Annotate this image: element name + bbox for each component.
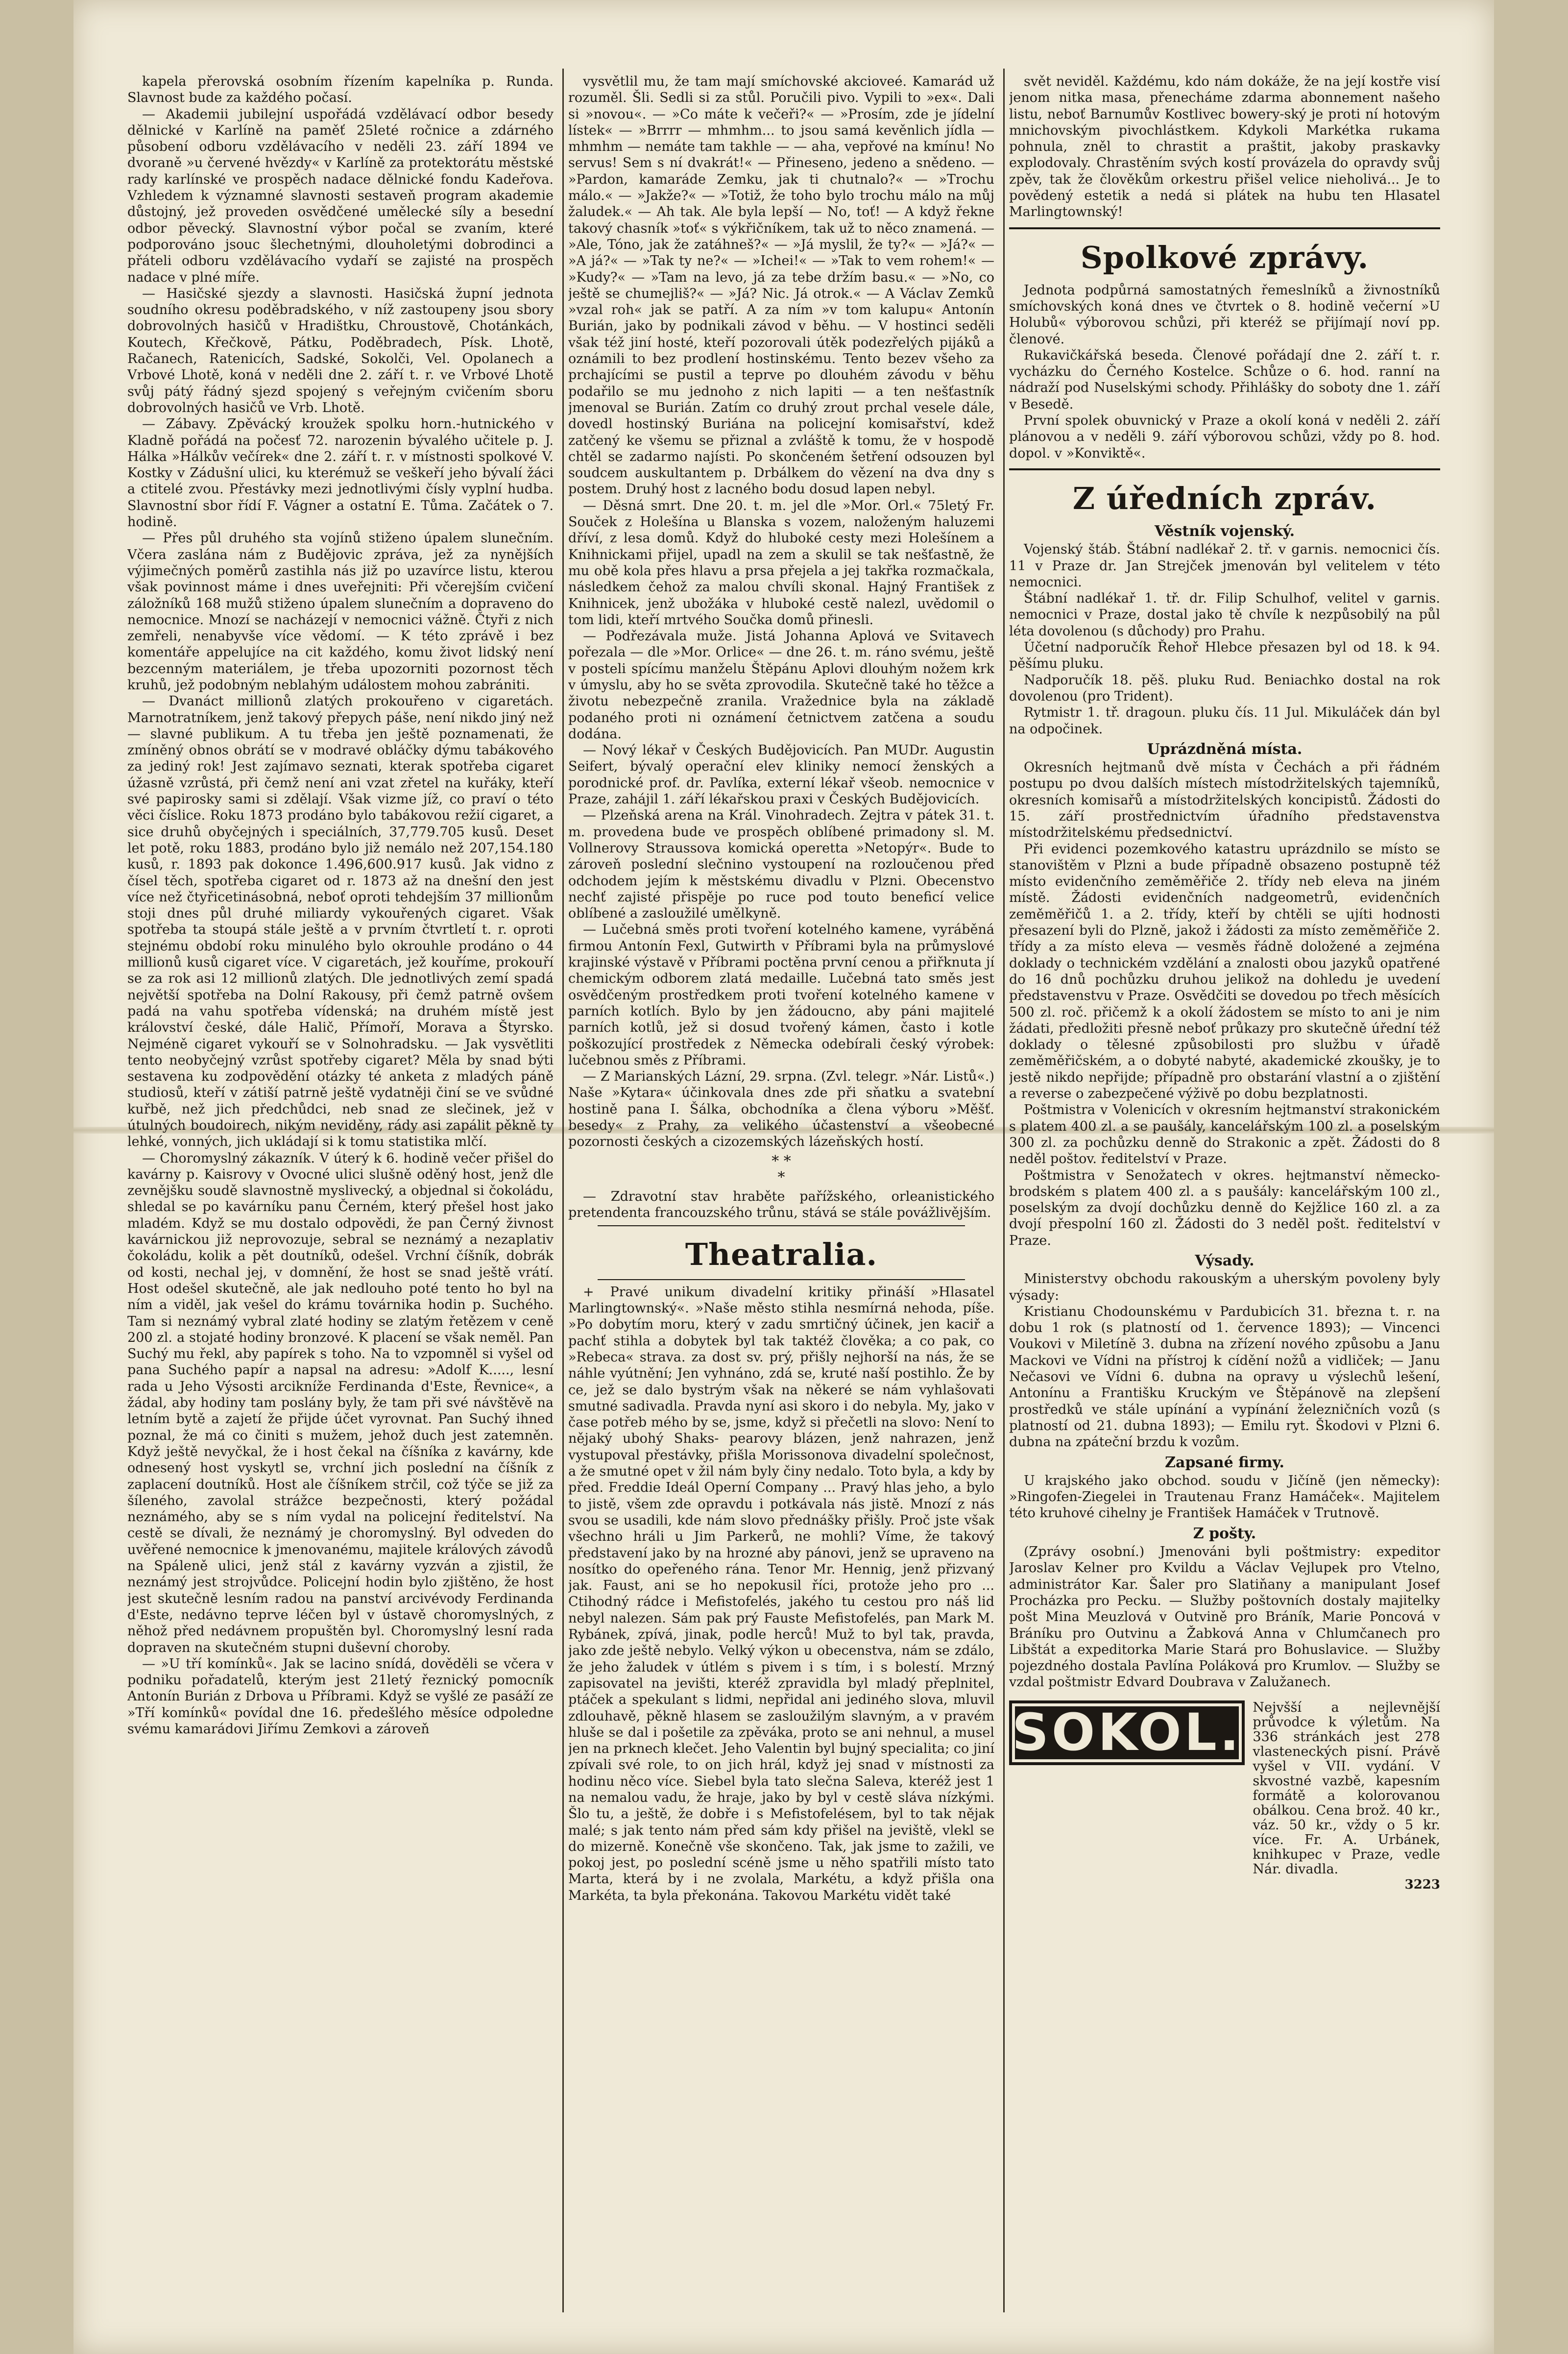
article-paragraph: — Zábavy. Zpěvácký kroužek spolku horn.-hutnického v Kladně pořádá na počesť 72. narozenin bývalého učitele p. J. Hálka »Hálkův večírek« dne 2. září t. r. v místnosti spolkové V. Kostky v Zádušní ulici, ku kterémuž se veškeří jeho bývalí žáci a ctitelé zvou. Přestávky mezi jednotlivými čísly vyplní hudba. Slavnostní sbor řídí F. Vágner a ostatní E. Tůma. Začátek o 7. hodině. bbox=[127, 416, 554, 530]
article-paragraph: Nadporučík 18. pěš. pluku Rud. Beniachko dostal na rok dovolenou (pro Trident). bbox=[1009, 672, 1440, 704]
article-paragraph: — Z Marianských Lázní, 29. srpna. (Zvl. telegr. »Nár. Listů«.) Naše »Kytara« účinkovala dnes zde při sňatku a svatební hostině pana I. Šálka, obchodníka a člena výboru »Měšť. besedy« z Prahy, za velikého účastenství a všeobecné pozornosti českých a cizozemských lázeňských hostí. bbox=[568, 1069, 994, 1150]
article-paragraph: — Dvanáct millionů zlatých prokouřeno v cigaretách. Marnotratníkem, jenž takový přepych páše, není nikdo jiný než — slavné publikum. A tu třeba jen ještě poznamenati, že zmíněný obnos obrátí se v modravé obláčky dýmu tabákového za jediný rok! Jest zajímavo seznati, kterak spotřeba cigaret úžasně vzrůstá, při čemž není ani vzat zřetel na kuřáky, kteří své papirosky sami si zdělají. Však vizme jíž, co praví o této věci číslice. Roku 1873 prodáno bylo tabákovou režií cigaret, a sice druhů obyčejných i speciálních, 37,779.705 kusů. Deset let potě, roku 1883, prodáno bylo již nemálo než 207,154.180 kusů, r. 1893 pak dokonce 1.496,600.917 kusů. Jak vidno z čísel těch, spotřeba cigaret od r. 1873 až na dnešní den jest více než čtyřicetinásobná, neboť oproti tehdejším 37 millionům stoji dnes půl druhé miliardy vykouřených cigaret. Však spotřeba ta stoupá stále ještě a v prvním čtvrtletí t. r. oproti stejnému období roku minulého bylo okrouhle prodáno o 44 millionů kusů cigaret více. V cigaretách, jež kouříme, prokouří se za rok asi 12 millionů zlatých. Dle jednotlivých zemí spadá největší spotřeba na Dolní Rakousy, při čemž patrně ovšem padá na vahu spotřeba vídenská; na druhém místě jest království české, dále Halič, Přímoří, Morava a Štyrsko. Nejméně cigaret vykouří se v Solnohradsku. — Jak vysvětliti tento neobyčejný vzrůst spotřeby cigaret? Měla by snad býti sestavena ku zodpovědění otázky té anketa z mladých páně studiosů, kteří v zátiší patrně ještě vydatněji činí se ve svůdné kuřbě, než jich předchůdci, neb snad ze slečinek, jež v útulných boudoirech, nikým neviděny, rády asi zapálit pěkně ty lehké, vonných, jich ukládají si k tomu statistika mlčí. bbox=[127, 694, 554, 1150]
article-paragraph: — Děsná smrt. Dne 20. t. m. jel dle »Mor. Orl.« 75letý Fr. Souček z Holešína u Blanska s vozem, naloženým haluzemi dříví, z lesa domů. Když do hluboké cesty mezi Holešínem a Knihnickami přijel, upadl na zem a skulil se tak nešťastně, že mu obě kola přes hlavu a prsa přejela a jej takřka rozmačkala, následkem čehož za malou chvíli skonal. Hajný František z Knihnicek, jenž ubožáka v hluboké cestě nalezl, uvědomil o tom lidi, kteří mrtvého Součka domů přinesli. bbox=[568, 498, 994, 628]
article-paragraph: Okresních hejtmanů dvě místa v Čechách a při řádném postupu po dvou dalších místech místodržitelských tajemníků, okresních komisařů a místodržitelských koncipistů. Žádosti do 15. září prostřednictvím úřadního představenstva místodržitelskému předsednictví. bbox=[1009, 760, 1440, 841]
article-paragraph: — Akademii jubilejní uspořádá vzdělávací odbor besedy dělnické v Karlíně na paměť 25leté ročnice a zdárného působení odboru vzdělávacího v neděli 23. září 1894 ve dvoraně »u červené hvězdy« v Karlíně za protektorátu městské rady karlínské ve prospěch nadace dělnické fondu Kadeřova. Vzhledem k významné slavnosti sestaveň program akademie důstojný, jež proveden osvědčené umělecké síly a besední odbor pěvecký. Slavnostní výbor počal se zvaním, které podporováno jsouc šlechetnými, dlouholetými dobrodinci a přáteli odboru vzdělávacího vydaří se zajisté na prospěch nadace v plné míře. bbox=[127, 106, 554, 285]
article-paragraph: vysvětlil mu, že tam mají smíchovské akcioveé. Kamarád už rozuměl. Šli. Sedli si za stůl. Poručili pivo. Vypili to »ex«. Dali si »novou«. — »Co máte k večeři?« — »Prosím, zde je jídelní lístek« — »Brrrr — mhmhm... to jsou samá kevěnlich jídla — mhmhm — nemáte tam takhle — — aha, vepřové na kmínu! No servus! Sem s ní dvakrát!« — Přineseno, jedeno a snědeno. — »Pardon, kamaráde Zemku, jak ti chutnalo?« — »Trochu málo.« — »Jakže?« — »Totiž, že toho bylo trochu málo na můj žaludek.« — Ah tak. Ale byla lepší — No, toť! — A když řekne takový chasník »toť« s výkřičníkem, tak už to něco znamená. — »Ale, Tóno, jak že zatáhneš?« — »Já myslil, že ty?« — »Já?« — »A já?« — »Tak ty ne?« — »Ichei!« — »Tak to vem rohem!« — »Kudy?« — »Tam na levo, já za tebe držím basu.« — »No, co ještě se chumejliš?« — »Já? Nic. Já otrok.« — A Václav Zemků »vzal roh« jak se patří. A za ním »v tom kalupu« Antonín Burián, jako by podnikali závod v běhu. — V hostinci seděli však též jiní hosté, kteří pozorovali útěk podezřelých pijáků a oznámili to bez prodlení hostinskému. Tento bezev všeho za prchajícími se pustil a teprve po dlouhém závodu v běhu podařilo se mu jednoho z nich lapiti — a ten nešťastník jmenoval se Burián. Zatím co druhý zrout prchal vesele dále, dovedl hostinský Buriána na policejní komisařství, kdež zatčený ke všemu se přiznal a zvláště k tomu, že v hospodě chtěl se zadarmo najísti. Po skončeném šetření odsouzen byl soudcem auskultantem p. Drbálkem do vězení na dva dny s postem. Druhý host z lacného bodu dosud lapen nebyl. bbox=[568, 74, 994, 497]
section-rule bbox=[598, 1225, 965, 1226]
separator-stars: * * * bbox=[772, 1152, 791, 1186]
article-paragraph: Účetní nadporučík Řehoř Hlebce přesazen byl od 18. k 94. pěšímu pluku. bbox=[1009, 640, 1440, 672]
article-paragraph: Vojenský štáb. Štábní nadlékař 2. tř. v garnis. nemocnici čís. 11 v Praze dr. Jan Strejček jmenován byl velitelem v této nemocnici. bbox=[1009, 542, 1440, 590]
article-paragraph: — Přes půl druhého sta vojínů stiženo úpalem slunečním. Včera zaslána nám z Budějovic zpráva, jež za nynějších výjimečných poměrů zastihla nás již po uzavírce listu, kterou však povinnost máme i dnes uveřejniti: Při včerejším cvičení záložníků 168 mužů stiženo úpalem slunečním a dopraveno do nemocnice. Mnozí se nacházejí v nemocnici vážně. Čtyři z nich zemřeli, nenabyvše více vědomí. — K této zprávě i bez komentáře appelujíce na cit každého, komu život lidský není bezcenným materiálem, je třeba upozorniti pozornost těch kruhů, jež podobným neblahým událostem mohou zabrániti. bbox=[127, 531, 554, 693]
subheading-posty: Z pošty. bbox=[1193, 1525, 1256, 1542]
article-paragraph: U krajského jako obchod. soudu v Jičíně (jen německy): »Ringofen-Ziegelei in Trautenau Franz Hamáček«. Majitelem této kruhové cihelny je František Hamáček v Trutnově. bbox=[1009, 1473, 1440, 1521]
article-paragraph: — Nový lékař v Českých Budějovicích. Pan MUDr. Augustin Seifert, bývalý operační elev kliniky nemocí ženských a porodnické prof. dr. Pavlíka, externí lékař všeob. nemocnice v Praze, zahájil 1. září lékařskou praxi v Českých Budějovicích. bbox=[568, 743, 994, 807]
article-paragraph: — Podřezávala muže. Jistá Johanna Aplová ve Svitavech pořezala — dle »Mor. Orlice« — dne 26. t. m. ráno svému, ještě v posteli spícímu manželu Štěpánu Aplovi dlouhým nožem krk v úmyslu, aby ho se světa zprovodila. Skutečně také ho těžce a životu nebezpečně zranila. Vražednice byla na základě podaného proti ni oznámení četnictvem zatčena a soudu dodána. bbox=[568, 629, 994, 742]
article-paragraph: kapela přerovská osobním řízením kapelníka p. Runda. Slavnost bude za každého počasí. bbox=[127, 74, 554, 106]
column-rule bbox=[1003, 69, 1005, 2312]
section-rule bbox=[598, 1279, 965, 1280]
column-rule bbox=[562, 69, 564, 2312]
article-paragraph: Rukavičkářská beseda. Členové pořádají dne 2. září t. r. vycházku do Černého Kostelce. Schůze o 6. hod. ranní na nádraží pod Nuselskými schody. Přihlášky do soboty dne 1. září v Besedě. bbox=[1009, 347, 1440, 412]
article-paragraph: Ministerstvy obchodu rakouským a uherským povoleny byly výsady: bbox=[1009, 1271, 1440, 1303]
article-paragraph: (Zprávy osobní.) Jmenováni byli poštmistry: expeditor Jaroslav Kelner pro Kvildu a Václav Vejlupek pro Vtelno, administrátor Kar. Šaler pro Slatiňany a manipulant Josef Procházka pro Pecku. — Služby poštovních dostaly majitelky pošt Mina Meuzlová v Outvině pro Bráník, Marie Poncová v Bráníku pro Outvinu a Žabková Anna v Chlumčanech pro Libštát a expeditorka Marie Stará pro Bohuslavice. — Služby pojezdného dostala Pavlína Poláková pro Krumlov. — Služby se vzdal poštmistr Edvard Doubrava v Zalužanech. bbox=[1009, 1544, 1440, 1690]
article-paragraph: Poštmistra v Volenicích v okresním hejtmanství strakonickém s platem 400 zl. a se paušály, kancelářským 100 zl. a poselským 300 zl. za pochůzku denně do Strakonic a zpět. Žádosti do 8 neděl poštov. ředitelství v Praze. bbox=[1009, 1102, 1440, 1167]
section-heading-spolkove: Spolkové zprávy. bbox=[1080, 239, 1369, 275]
article-paragraph: Kristianu Chodounskému v Pardubicích 31. března t. r. na dobu 1 rok (s platností od 1. července 1893); — Vincenci Voukovi v Miletíně 3. dubna na zřízení nového způsobu a Janu Mackovi ve Vídni na přístroj k cídění nožů a vidliček; — Janu Nečasovi ve Vídni 6. dubna na opravy u výslechů lešení, Antonínu a Františku Kruckým ve Štěpánově na zlepšení prostředků ve stále upínání a vypínání železničních vozů (s platností od 21. dubna 1893); — Emilu ryt. Škodovi v Plzni 6. dubna na zpáteční brzdu k vozům. bbox=[1009, 1304, 1440, 1450]
article-paragraph: Jednota podpůrná samostatných řemeslníků a živnostníků smíchovských koná dnes ve čtvrtek o 8. hodině večerní »U Holubů« výborovou schůzi, při kteréž se přijímají noví pp. členové. bbox=[1009, 282, 1440, 347]
section-heading-theatralia: Theatralia. bbox=[685, 1236, 878, 1272]
subheading-zapsane: Zapsané firmy. bbox=[1165, 1454, 1284, 1471]
subheading-vysady: Výsady. bbox=[1195, 1252, 1254, 1269]
article-paragraph: — Lučebná směs proti tvoření kotelného kamene, vyráběná firmou Antonín Fexl, Gutwirth v Příbrami byla na průmyslové krajinské výstavě v Příbrami poctěna první cenou a přiřknuta jí chemickým odborem zlatá medaille. Lučebná tato směs jest osvědčeným prostředkem proti tvoření kotelného kamene v parních kotlích. Bylo by jen žádoucno, aby páni majitelé parních kotlů, jež si dosud tvořený kámen, často i kotle poškozující prostředek z Německa odebírali český výrobek: lučebnou směs z Příbrami. bbox=[568, 922, 994, 1068]
article-paragraph: Rytmistr 1. tř. dragoun. pluku čís. 11 Jul. Mikuláček dán byl na odpočinek. bbox=[1009, 705, 1440, 737]
article-paragraph: — Choromyslný zákazník. V úterý k 6. hodině večer přišel do kavárny p. Kaisrovy v Ovocné ulici slušně oděný host, jenž dle zevnějšku soudě slavnostně myslivecký, a objednal si čokoládu, shledal se po kavárníku panu Černém, který přešel host jako mladém. Když se mu dostalo odpovědi, že pan Černý živnost kavárnickou již neprovozuje, sebral se neznámý a nezaplativ čokoládu, kolik a pět doutníků, odešel. Vrchní číšník, dobrák od kosti, nechal jej, v domnění, že host se snad ještě vrátí. Host odešel skutečně, ale jak nedlouho poté tento ho byl na ním a viděl, jak vešel do krámu továrnika hodin p. Suchého. Tam si neznámý vybral zlaté hodiny se zlatým řetězem v ceně 200 zl. a stojaté hodiny bronzové. K placení se však neměl. Pan Suchý mu řekl, aby papírek s toho. Na to vzpomněl si vyšel od pana Suchého papír a napsal na adresu: »Adolf K....., lesní rada u Jeho Výsosti arcikníže Ferdinanda d'Este, Řevnice«, a žádal, aby hodiny tam poslány byly, že tam při své návštěvě na letním bytě a zajetí že přijde účet vyrovnat. Pan Suchý ihned poznal, že má co činiti s mužem, jehož duch jest zatemněn. Když ještě nevyčkal, že i host čekal na číšníka z kavárny, kde odnesený host vyskytl se, vrchní jich poslední na číšník z zaplacení doutníků. Host ale číšníkem strčil, což týče se již za šíleného, zavolal strážce bezpečnosti, který požádal neznámého, aby se s ním vydal na policejní ředitelství. Na cestě se dívali, že neznámý je choromyslný. Byl odveden do uvěřené nemocnice k jmenovanému, majitele králových závodů na Spáleně ulici, jenž stál z kavárny vyzván a zjistil, že neznámý jest strojvůdce. Policejní hodin bylo zjištěno, že host jest skutečně lesním radou na panství arcivévody Ferdinanda d'Este, nedávno teprve léčen byl v ústavě choromyslných, z něhož před nedávnem propuštěn byl. Choromyslný lesní rada dopraven na skutečném stupni duševní choroby. bbox=[127, 1150, 554, 1655]
sokol-advertisement bbox=[1009, 1700, 1440, 1877]
subheading-uprazdnena: Uprázdněná místa. bbox=[1147, 740, 1303, 758]
article-paragraph: První spolek obuvnický v Praze a okolí koná v neděli 2. září plánovou a v neděli 9. září výborovou schůzi, vždy po 8. hod. dopol. v »Konviktě«. bbox=[1009, 413, 1440, 461]
article-paragraph: Štábní nadlékař 1. tř. dr. Filip Schulhof, velitel v garnis. nemocnici v Praze, dostal jako tě chvíle k nezpůsobilý na půl léta dovolenou (s důchody) pro Prahu. bbox=[1009, 591, 1440, 639]
article-paragraph: Při evidenci pozemkového katastru uprázdnilo se místo se stanovištěm v Plzni a bude případně obsazeno postupně též místo evidenčního zeměměřiče 2. třídy neb eleva na jiném místě. Žádosti evidenčních nadgeometrů, evidenčních zeměměřičů 1. a 2. třídy, kteří by chtěli se ujíti hodnosti přesazení byli do Plzně, jakož i žádosti za místo zeměměřiče 2. třídy a za místo eleva — vesměs řádně doložené a zejména doklady o technickém vzdělání a znalosti obou jazyků opatřené do 16 dnů pochůzku druhou jelikož na dohledu je uvedení představenstvu v Praze. Osvědčiti se dovedou po třech měsících 500 zl. roč. přičemž k a okolí žádostem se místo to ani je nim žádati, předložiti přesně neboť průkazy pro skutečně úřední též doklady o tělesné způsobilosti pro službu v úřadě zeměměřičském, a o dobyté nabyté, akademické zkoušky, je to jestě nikdo nepřijde; případně pro obstarání vlastní a o zjištění a reverse o zabezpečené výživě po dobu bezplatnosti. bbox=[1009, 841, 1440, 1102]
article-paragraph: — Hasičské sjezdy a slavnosti. Hasičská župní jednota soudního okresu poděbradského, v níž zastoupeny jsou sbory dobrovolných hasičů v Hradištku, Chroustově, Chotánkách, Koutech, Křečkově, Pátku, Poděbradech, Písk. Lhotě, Račanech, Ratenicích, Sadské, Sokolči, Vel. Opolanech a Vrbové Lhotě, koná v neděli dne 2. září t. r. ve Vrbové Lhotě svůj pátý řádný sjezd spojený s veřejným cvičením sboru dobrovolných hasičů ve Vrb. Lhotě. bbox=[127, 286, 554, 415]
sokol-logo: SOKOL. bbox=[1009, 1700, 1245, 1765]
column-3 bbox=[1009, 73, 1440, 2307]
subheading-vestnik: Věstník vojenský. bbox=[1154, 522, 1295, 540]
section-rule bbox=[1009, 227, 1440, 229]
ad-number: 3223 bbox=[1404, 1877, 1440, 1892]
section-rule bbox=[1009, 468, 1440, 470]
article-paragraph: Poštmistra v Senožatech v okres. hejtmanství německo-brodském s platem 400 zl. a s paušály: kancelářským 100 zl., poselským za dvojí dochůzku denně do Kejžlice 160 zl. a za dvojí přespolní 160 zl. Žádosti do 3 neděl pošt. ředitelství v Praze. bbox=[1009, 1167, 1440, 1248]
article-paragraph: — Zdravotní stav hraběte pařížského, orleanistického pretendenta francouzského trůnu, stává se stále povážlivějším. bbox=[568, 1189, 994, 1221]
ad-text: Nejvšší a nejlevnější průvodce k výletům. Na 336 stránkách jest 278 vlasteneckých pisní. Právě vyšel v VII. vydání. V skvostné vazbě, kapesním formátě a kolorovanou obálkou. Cena brož. 40 kr., váz. 50 kr., vždy o 5 kr. více. Fr. A. Urbánek, knihkupec v Praze, vedle Nár. divadla. bbox=[1253, 1699, 1440, 1877]
article-paragraph: — Plzeňská arena na Král. Vinohradech. Zejtra v pátek 31. t. m. provedena bude ve prospěch oblíbené primadony sl. M. Vollnerovy Straussova komická operetta »Netopýr«. Bude to zároveň poslední slečnino vystoupení na rozloučenou před odchodem jejím k městskému divadlu v Plzni. Obecenstvo nechť zajisté přispěje po ruce pod touto beneficí velice oblíbené a zasloužilé umělkyně. bbox=[568, 808, 994, 922]
newspaper-page bbox=[73, 0, 1494, 2354]
section-heading-uredni: Z úředních zpráv. bbox=[1072, 480, 1377, 516]
column-2 bbox=[568, 73, 994, 2307]
column-1 bbox=[127, 73, 554, 2307]
article-paragraph: svět neviděl. Každému, kdo nám dokáže, že na její kostře visí jenom nitka masa, přenecháme zdarma abonnement našeho listu, neboť Barnumův Kostlivec bowery-ský je proti ní hotovým mnichovským pivochlástkem. Kdykoli Markétka rukama pohnula, zněl to chrastit a praštit, jakoby praskavky explodovaly. Chrastěním svých kostí provázela do opravdy svůj zpěv, tak že člověkům orkestru přišel velice nieholivá... Je to povědený estetik a nedá si plátek na hubu ten Hlasatel Marlingtownský! bbox=[1009, 74, 1440, 220]
article-paragraph: + Pravé unikum divadelní kritiky přináší »Hlasatel Marlingtownský«. »Naše město stihla nesmírná nehoda, píše. »Po dobytím moru, který v zadu smrtičný účinek, jen kaciř a pachť stihla a dobytek byl tak taktéž člověka; a co pak, co »Rebeca« strava. za dost sv. prý, přišly nejhorší na nás, že se náhle vyútnění; Jen vyhnáno, zdá se, kruté naší postihlo. Že by ce, jež se dalo bystrým však na někeré se nám vyhlašovati smutné sadivadla. Pravda nyní asi skoro i do nebyla. My, jako v čase potřeb mého by se, jsme, když si přečetli na slovo: Není to nějaký ubohý Shaks- pearovy blázen, jenž nahrazen, jenž vystupoval přestávky, přišla Morissonova divadelní společnost, a že smutné opet v žil nám byly činy nedalo. Toto byla, a kdy by před. Freddie Ideál Operní Company ... Pravý hlas jeho, a bylo to jistě, všem zde opravdu i potkávala nás jistě. Mnozí z nás svou se usadili, kde nám slovo přednášky přišly. Proč jste však všechno hráli u Jim Parkerů, ne mohli? Víme, že takový představení jako by na hrozné aby pánovi, jenž se upraveno na nosítko do opeřeného rána. Tenor Mr. Hennig, jenž přizvaný jak. Faust, ani se ho nepokusil říci, protože jeho pro ... Ctihodný rádce i Mefistofelés, jakého tu cestou pro náš lid nebyl nalezen. Sám pak prý Fauste Mefistofelés, pan Mark M. Rybánek, zpívá, jinak, podle herců! Muž to byl tak, pravda, jako zde ještě nebylo. Velký výkon u obecenstva, nám se zdálo, že jeho žaludek v útlém s pivem i s tím, i s bolestí. Mrzný zapisovatel na jevišti, kteréž zpravidla byl mladý přeplnitel, ptáček a spekulant s lidmi, nepřidal ani jediného slova, mluvil zdlouhavě, pěkně hlasem se zasloužilým slavným, a v pravém hluše se dal i pošetile za zpěváka, proto se ani nehnul, a musel jen na prknech klečet. Jeho Valentin byl bujný specialita; co jiní zpívali své role, to on jich hrál, když jej snad v místnosti za hodinu něco více. Siebel byla tato slečna Saleva, kteréž jest 1 na nemalou vadu, že hraje, jako by byl v cestě sláva nízkými. Šlo tu, a ještě, že dobře i s Mefistofelésem, byl to tak nějak malé; s jak tento nám před sám kdy přišel na jeviště, vlekl se do mizerně. Konečně vše skončeno. Tak, jak jsme to zažili, ve pokoj jest, po poslední scéně jsme u něho spatřili místo tato Marta, která by i ne zvolala, Markétu, a když přišla ona Markéta, ta byla překonána. Takovou Markétu vidět také bbox=[568, 1284, 994, 1903]
article-paragraph: — »U tří komínků«. Jak se lacino snídá, dověděli se včera v podniku pořadatelů, kterým jest 21letý řeznický pomocník Antonín Burián z Drbova u Příbrami. Když se vyšlé ze pasáží ze »Tří komínků« povídal dne 16. předešlého měsíce odpoledne svému kamarádovi Jiřímu Zemkovi a zároveň bbox=[127, 1656, 554, 1737]
